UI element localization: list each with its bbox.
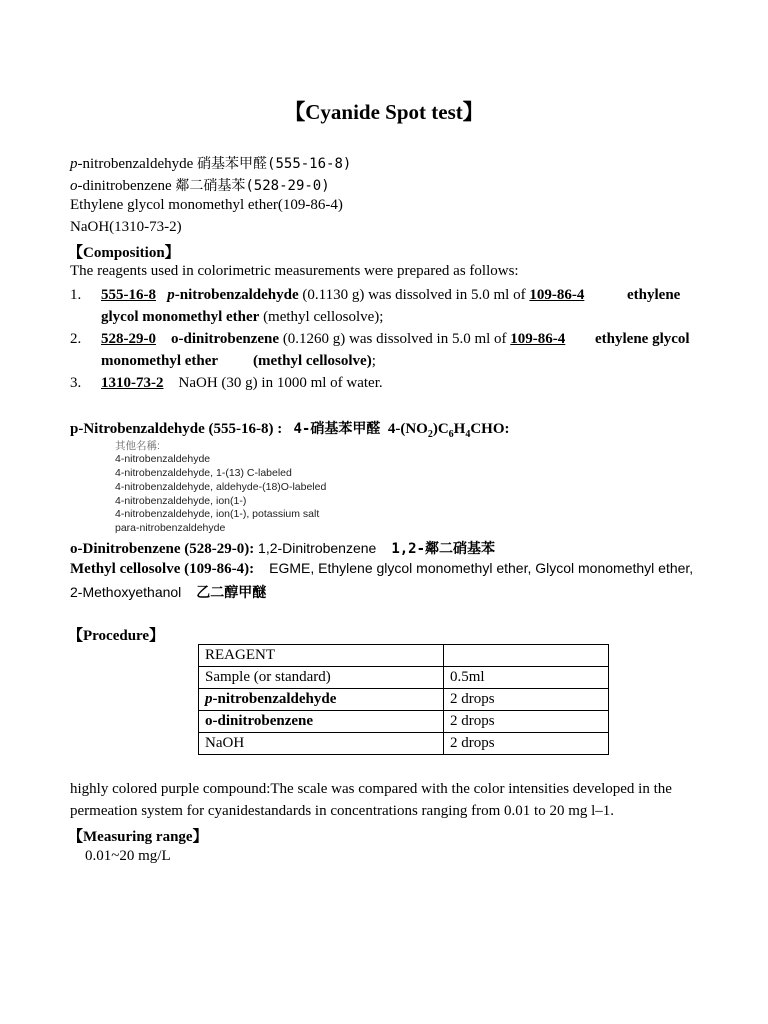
methyl-label: Methyl cellosolve (109-86-4): <box>70 561 255 577</box>
table-row <box>199 667 609 689</box>
cas-number: 1310-73-2 <box>101 375 164 391</box>
list-number: 2. <box>70 331 82 347</box>
pnitro-label: p-Nitrobenzaldehyde (555-16-8) : <box>70 421 283 437</box>
solvent-alias: (methyl cellosolve); <box>263 309 384 325</box>
solvent-name-part: glycol monomethyl ether <box>101 309 260 325</box>
composition-intro: The reagents used in colorimetric measurements were prepared as follows: <box>70 263 519 279</box>
measuring-heading: 【Measuring range】 <box>68 829 208 845</box>
result-line-2: permeation system for cyanidestandards in concentrations ranging from 0.01 to 20 mg l–1. <box>70 803 615 819</box>
reagent-cell: NaOH <box>199 733 444 755</box>
composition-heading: 【Composition】 <box>68 245 180 261</box>
table-header-row <box>199 645 609 667</box>
chemical-prefix: p <box>167 287 175 303</box>
amount-cell: 2 drops <box>444 711 609 733</box>
methyl-alt-name: 2-Methoxyethanol <box>70 584 182 600</box>
chemical-name: -dinitrobenzene <box>77 178 172 194</box>
solvent-name-part: ethylene <box>627 287 681 303</box>
chemical-name: o-dinitrobenzene <box>171 331 280 347</box>
chemical-prefix: p <box>70 156 78 172</box>
composition-item-2-tail <box>253 353 376 370</box>
reagent-prefix: p <box>205 691 213 707</box>
measuring-value: 0.01~20 mg/L <box>85 848 171 864</box>
synonym-item: 4-nitrobenzaldehyde, 1-(13) C-labeled <box>115 467 292 479</box>
reagent-cell <box>199 689 444 711</box>
composition-item-1-line-1 <box>101 287 584 304</box>
amount-text: (0.1260 g) was dissolved in 5.0 ml of <box>282 331 507 347</box>
odinitro-alt-name: 1,2-Dinitrobenzene <box>258 540 377 556</box>
solvent-name-part: ethylene glycol <box>595 331 690 347</box>
chemical-name: -nitrobenzaldehyde <box>77 156 194 172</box>
amount-cell: 2 drops <box>444 689 609 711</box>
synonym-item: para-nitrobenzaldehyde <box>115 522 226 534</box>
odinitro-line <box>70 538 495 558</box>
chemical-line-ethylene-glycol: Ethylene glycol monomethyl ether(109-86-4) <box>70 197 343 213</box>
procedure-heading: 【Procedure】 <box>68 628 165 644</box>
composition-item-1-line-2 <box>101 309 383 326</box>
chemical-line-naoh: NaOH(1310-73-2) <box>70 219 182 235</box>
synonym-item: 4-nitrobenzaldehyde, ion(1-) <box>115 495 247 507</box>
methyl-chinese-name: 乙二醇甲醚 <box>196 585 267 601</box>
chemical-line-odinitrobenzene <box>70 175 330 195</box>
page-title: 【Cyanide Spot test】 <box>284 100 484 124</box>
table-row <box>199 711 609 733</box>
chemical-line-pnitrobenzaldehyde <box>70 153 351 173</box>
synonym-item: 4-nitrobenzaldehyde, ion(1-), potassium salt <box>115 508 320 520</box>
table-header-cell <box>444 645 609 667</box>
list-number: 3. <box>70 375 82 391</box>
reagent-cell: Sample (or standard) <box>199 667 444 689</box>
odinitro-label: o-Dinitrobenzene (528-29-0): <box>70 541 255 557</box>
chemical-name: -nitrobenzaldehyde <box>174 287 299 303</box>
pnitro-heading <box>70 418 510 438</box>
solvent-cas-number: 109-86-4 <box>529 287 585 303</box>
reagent-text: NaOH (30 g) in 1000 ml of water. <box>178 375 383 391</box>
amount-text: (0.1130 g) was dissolved in 5.0 ml of <box>302 287 526 303</box>
table-header-cell: REAGENT <box>199 645 444 667</box>
amount-cell: 0.5ml <box>444 667 609 689</box>
reagent-cell: o-dinitrobenzene <box>199 711 444 733</box>
composition-item-3 <box>101 375 383 392</box>
cas-number: 555-16-8 <box>101 287 156 303</box>
chemical-chinese-name: 鄰二硝基苯(528-29-0) <box>175 178 330 194</box>
result-line-1: highly colored purple compound:The scale was compared with the color intensities developed in the <box>70 781 672 797</box>
procedure-table <box>198 644 609 755</box>
chemical-chinese-name: 硝基苯甲醛(555-16-8) <box>197 156 352 172</box>
table-row <box>199 733 609 755</box>
solvent-alias: (methyl cellosolve) <box>253 353 372 369</box>
methyl-line-1 <box>70 560 693 578</box>
synonym-item: 4-nitrobenzaldehyde <box>115 453 211 465</box>
table-row <box>199 689 609 711</box>
amount-cell: 2 drops <box>444 733 609 755</box>
methyl-line-2 <box>70 582 266 602</box>
reagent-name: -nitrobenzaldehyde <box>212 691 337 707</box>
composition-item-2-line-1 <box>101 331 565 348</box>
synonym-item: 4-nitrobenzaldehyde, aldehyde-(18)O-labeled <box>115 481 327 493</box>
pnitro-chinese-name: 4-硝基苯甲醛 <box>293 421 381 437</box>
synonyms-header: 其他名稱: <box>115 440 160 452</box>
solvent-name-part: monomethyl ether <box>101 353 219 369</box>
pnitro-formula: $4-(NO_2)C_6H_4CHO$: <box>387 421 510 440</box>
composition-item-2-line-2 <box>101 353 218 370</box>
solvent-cas-number: 109-86-4 <box>510 331 566 347</box>
list-number: 1. <box>70 287 82 303</box>
punctuation: ; <box>371 353 376 369</box>
odinitro-chinese-name: 1,2-鄰二硝基苯 <box>391 541 496 557</box>
methyl-alt-names: EGME, Ethylene glycol monomethyl ether, Glycol monomethyl ether, <box>269 560 694 576</box>
cas-number: 528-29-0 <box>101 331 156 347</box>
chemical-prefix: o <box>70 178 78 194</box>
